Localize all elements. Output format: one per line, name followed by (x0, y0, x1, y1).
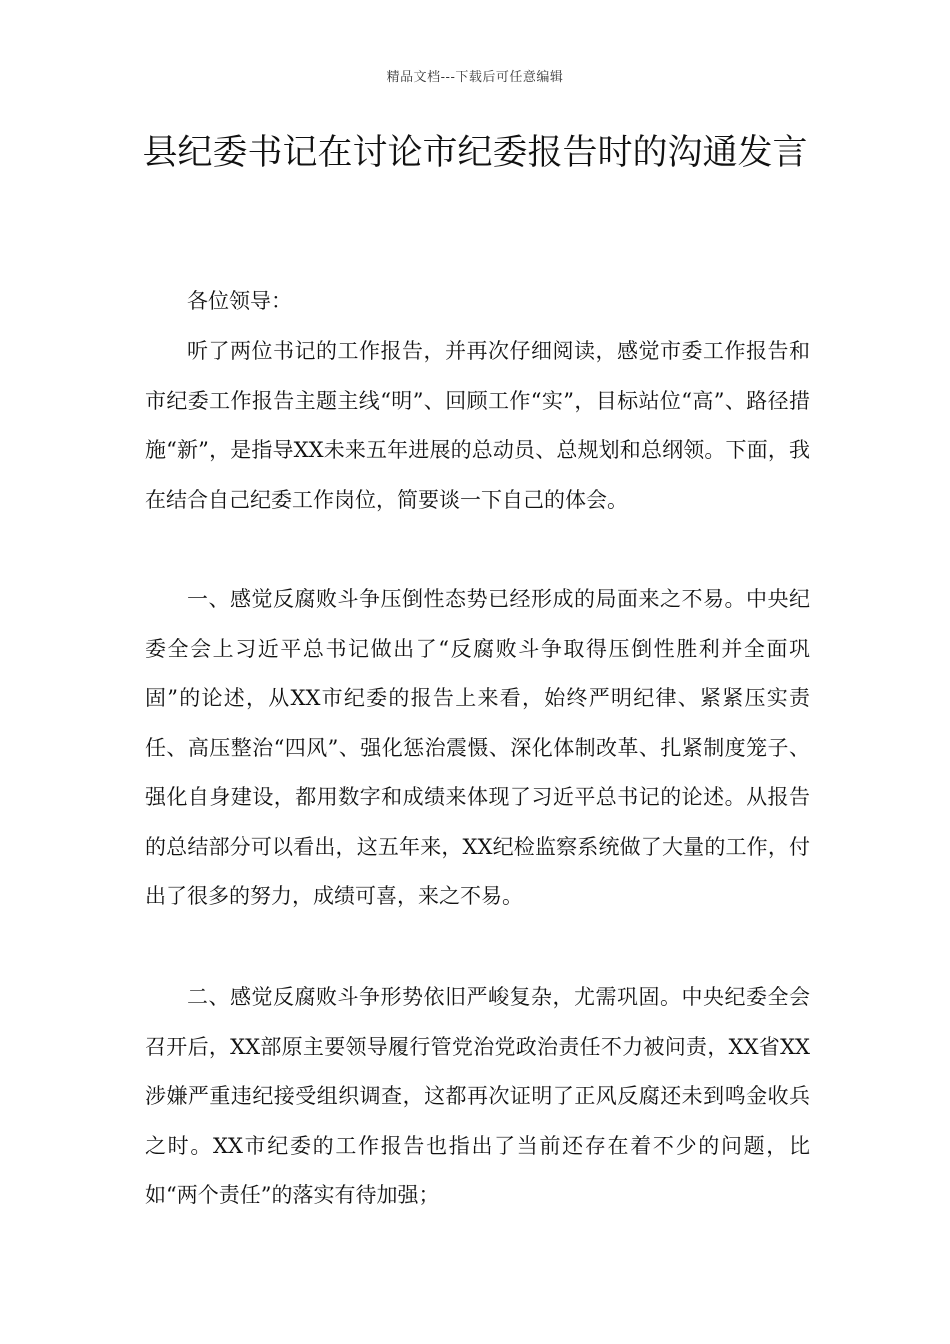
document-title: 县纪委书记在讨论市纪委报告时的沟通发言 (142, 133, 808, 173)
paragraph-intro: 听了两位书记的工作报告，并再次仔细阅读，感觉市委工作报告和市纪委工作报告主题主线“明”、回顾工作“实”，目标站位“高”、路径措施“新”，是指导XX未来五年进展的总动员、总规划和总纲领。下面，我在结合自己纪委工作岗位，简要谈一下自己的体会。 (145, 339, 810, 512)
paragraph-point-two: 二、感觉反腐败斗争形势依旧严峻复杂，尤需巩固。中央纪委全会召开后，XX部原主要领导履行管党治党政治责任不力被问责，XX省XX涉嫌严重违纪接受组织调查，这都再次证明了正风反腐还未到鸣金收兵之时。XX市纪委的工作报告也指出了当前还存在着不少的问题，比如“两个责任”的落实有待加强； (145, 985, 810, 1207)
paragraph-point-one: 一、感觉反腐败斗争压倒性态势已经形成的局面来之不易。中央纪委全会上习近平总书记做出了“反腐败斗争取得压倒性胜利并全面巩固”的论述，从XX市纪委的报告上来看，始终严明纪律、紧紧压实责任、高压整治“四风”、强化惩治震慑、深化体制改革、扎紧制度笼子、强化自身建设，都用数字和成绩来体现了习近平总书记的论述。从报告的总结部分可以看出，这五年来，XX纪检监察系统做了大量的工作，付出了很多的努力，成绩可喜，来之不易。 (145, 587, 810, 908)
salutation: 各位领导： (187, 289, 292, 313)
header-note: 精品文档---下载后可任意编辑 (386, 70, 564, 85)
